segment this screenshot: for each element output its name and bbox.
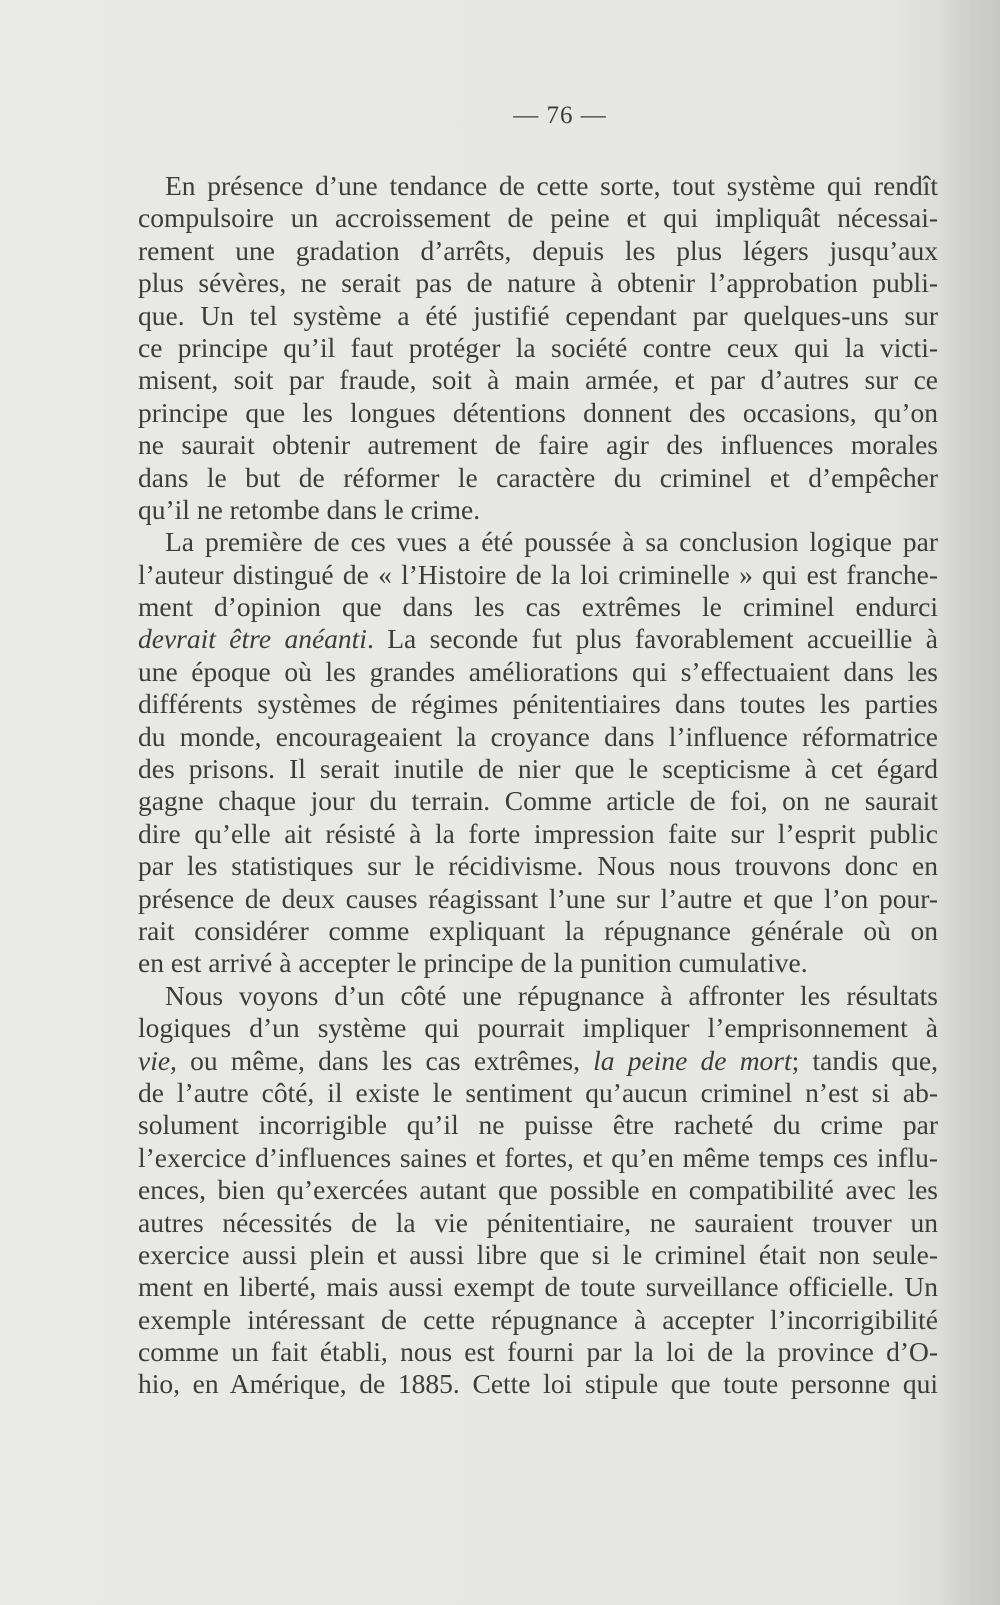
text-line: La première de ces vues a été poussée à sa conclusion logique par	[165, 526, 938, 558]
text-line: du monde, encourageaient la croyance dans l’influence réformatrice	[138, 720, 938, 752]
text-line: des prisons. Il serait inutile de nier que le scepticisme à cet égard	[138, 753, 938, 785]
text-line: différents systèmes de régimes pénitentiaires dans toutes les parties	[138, 688, 938, 720]
body-text	[138, 170, 938, 1401]
text-line: dire qu’elle ait résisté à la forte impression faite sur l’esprit public	[138, 817, 938, 849]
text-line: ment d’opinion que dans les cas extrêmes le criminel endurci	[138, 591, 938, 623]
text-line: En présence d’une tendance de cette sorte, tout système qui rendît	[165, 170, 938, 201]
text-line: compulsoire un accroissement de peine et qui impliquât nécessai-	[138, 202, 938, 234]
text-line: rait considérer comme expliquant la répugnance générale où on	[138, 914, 938, 946]
text-line: une époque où les grandes améliorations qui s’effectuaient dans les	[138, 655, 938, 687]
text-line: que. Un tel système a été justifié cependant par quelques-uns sur	[138, 299, 938, 331]
page-number: — 76 —	[513, 102, 607, 129]
text-line: devrait être anéanti. La seconde fut plus favorablement accueillie à	[138, 623, 938, 655]
text-line: misent, soit par fraude, soit à main armée, et par d’autres sur ce	[138, 364, 938, 396]
text-line: de l’autre côté, il existe le sentiment qu’aucun criminel n’est si ab-	[138, 1076, 938, 1108]
text-line: Nous voyons d’un côté une répugnance à affronter les résultats	[165, 979, 938, 1011]
text-line: gagne chaque jour du terrain. Comme article de foi, on ne saurait	[138, 785, 938, 817]
text-line: autres nécessités de la vie pénitentiaire, ne sauraient trouver un	[138, 1206, 938, 1238]
text-line: ne saurait obtenir autrement de faire agir des influences morales	[138, 429, 938, 461]
text-line: plus sévères, ne serait pas de nature à obtenir l’approbation publi-	[138, 267, 938, 299]
text-line: exercice aussi plein et aussi libre que si le criminel était non seule-	[138, 1238, 938, 1270]
text-line: rement une gradation d’arrêts, depuis les plus légers jusqu’aux	[138, 234, 938, 266]
text-line: l’exercice d’influences saines et fortes, et qu’en même temps ces influ-	[138, 1141, 938, 1173]
paragraph-3	[138, 980, 938, 1401]
text-line: ce principe qu’il faut protéger la société contre ceux qui la victi-	[138, 331, 938, 363]
paragraph-1	[138, 170, 938, 526]
text-line: principe que les longues détentions donnent des occasions, qu’on	[138, 396, 938, 428]
text-line: présence de deux causes réagissant l’une sur l’autre et que l’on pour-	[138, 882, 938, 914]
text-line: en est arrivé à accepter le principe de la punition cumulative.	[138, 947, 808, 979]
text-line: vie, ou même, dans les cas extrêmes, la peine de mort; tandis que,	[138, 1044, 938, 1076]
text-line: par les statistiques sur le récidivisme. Nous nous trouvons donc en	[138, 850, 938, 882]
text-line: qu’il ne retombe dans le crime.	[138, 493, 481, 525]
text-line: solument incorrigible qu’il ne puisse être racheté du crime par	[138, 1109, 938, 1141]
text-line: comme un fait établi, nous est fourni par la loi de la province d’O-	[138, 1336, 938, 1368]
text-line: logiques d’un système qui pourrait impliquer l’emprisonnement à	[138, 1012, 938, 1044]
text-line: exemple intéressant de cette répugnance à accepter l’incorrigibilité	[138, 1303, 938, 1335]
paragraph-2	[138, 526, 938, 979]
text-line: ences, bien qu’exercées autant que possible en compatibilité avec les	[138, 1174, 938, 1206]
text-line: l’auteur distingué de « l’Histoire de la loi criminelle » qui est franche-	[138, 558, 938, 590]
text-line: hio, en Amérique, de 1885. Cette loi stipule que toute personne qui	[138, 1368, 938, 1400]
text-line: dans le but de réformer le caractère du criminel et d’empêcher	[138, 461, 938, 493]
text-line: ment en liberté, mais aussi exempt de toute surveillance officielle. Un	[138, 1271, 938, 1303]
